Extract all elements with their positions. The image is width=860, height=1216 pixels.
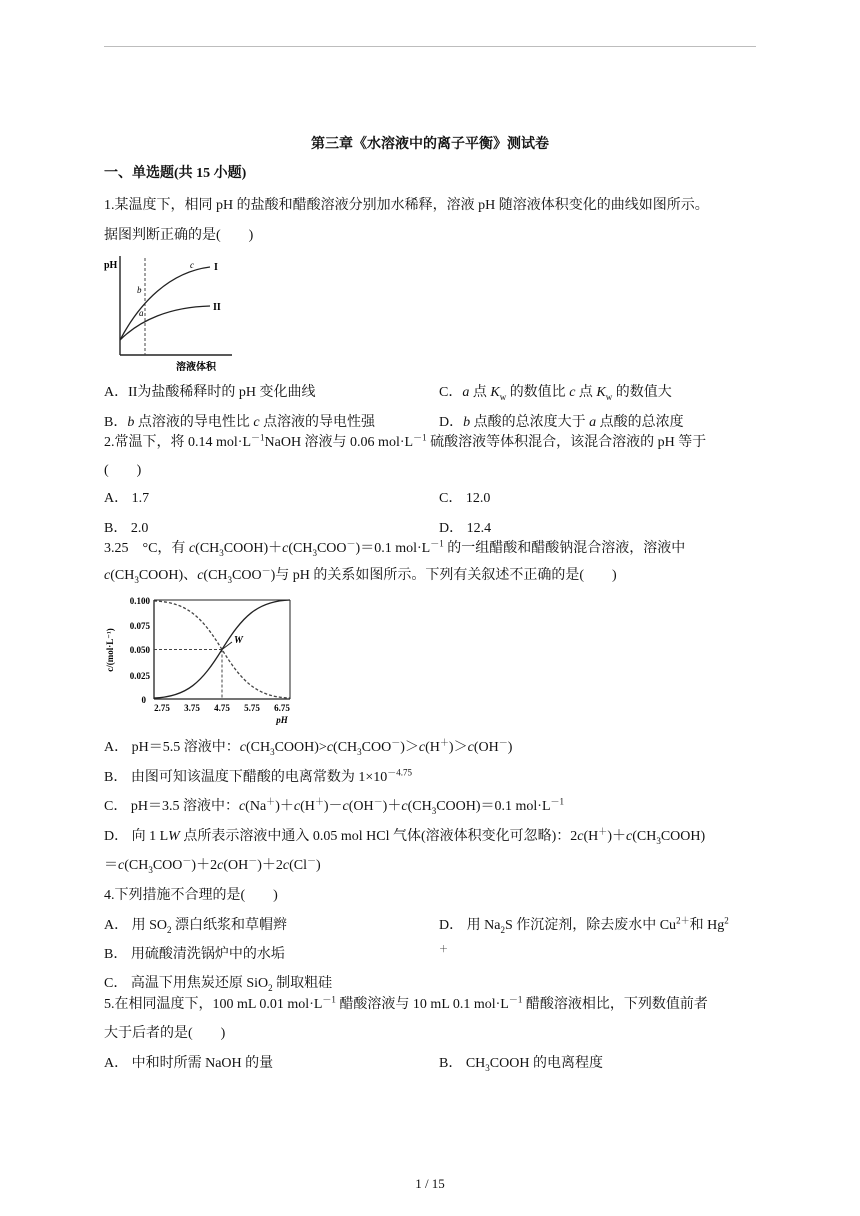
q2-option-a: A． 1.7 (104, 491, 150, 506)
q3-option-d-line1: D． 向 1 LW 点所表示溶液中通入 0.05 mol HCl 气体(溶液体积变化可忽略)：$2c(H^+)+c(CH_3COOH)$ (104, 826, 706, 846)
q1-point-c: c (190, 260, 194, 270)
q3-option-d-line2: $=c(CH_3COO^-)+2c(OH^-)+2c(Cl^-)$ (104, 855, 321, 875)
q2-option-b: B． 2.0 (104, 521, 149, 536)
q2-option-c: C． 12.0 (439, 491, 491, 506)
q4-option-c: C． 高温下用焦炭还原 SiO$_2$ 制取粗硅 (104, 976, 333, 993)
q3-xtick-3: 5.75 (244, 703, 260, 713)
q2-stem-line1: 2.常温下，将 0.14 $mol\cdot L^{-1}NaOH$ 溶液与 0.06 $mol\cdot L^{-1}$ 硫酸溶液等体积混合，该混合溶液的 pH 等于 (104, 432, 707, 450)
q3-ytick-1: 0.025 (129, 671, 150, 681)
q1-option-b: B．b 点溶液的导电性比 c 点溶液的导电性强 (104, 415, 376, 430)
q1-stem-line1: 1.某温度下，相同 pH 的盐酸和醋酸溶液分别加水稀释，溶液 pH 随溶液体积变化的曲线如图所示。 (104, 198, 709, 213)
q4-option-b: B． 用硫酸清洗锅炉中的水垢 (104, 947, 285, 962)
q4-option-a: A． 用 $SO_2$ 漂白纸浆和草帽辫 (104, 918, 288, 935)
q5-stem-line1: 5.在相同温度下，100 mL 0.01 $mol\cdot L^{-1}$ 醋酸溶液与 10 mL 0.1 $mol\cdot L^{-1}$ 醋酸溶液相比，下列数值前者 (104, 994, 708, 1012)
q3-figure (102, 592, 296, 726)
q3-stem-line2: $c(CH_3COOH)$、$c(CH_3COO^-)$与 pH 的关系如图所示。下列有关叙述不正确的是( ) (104, 565, 617, 585)
q3-ytick-3: 0.075 (129, 621, 150, 631)
q3-xtick-4: 6.75 (274, 703, 290, 713)
q3-xtick-1: 3.75 (184, 703, 200, 713)
q1-point-b: b (137, 285, 142, 295)
q4-stem: 4.下列措施不合理的是( ) (104, 888, 278, 903)
q1-option-c: C．a 点 $K_w$ 的数值比 c 点 $K_w$ 的数值大 (439, 385, 672, 402)
q3-ytick-0: 0 (141, 695, 146, 705)
q1-x-label: 溶液体积 (176, 362, 216, 373)
q3-point-w: W (234, 635, 243, 646)
q3-ytick-2: 0.050 (129, 645, 150, 655)
q3-option-b: B． 由图可知该温度下醋酸的电离常数为 $1\times 10^{-4.75}$ (104, 767, 412, 785)
page-number: 1 / 15 (415, 1176, 445, 1191)
q3-xtick-2: 4.75 (214, 703, 230, 713)
q1-curve-2-label: II (213, 302, 221, 313)
page-title: 第三章《水溶液中的离子平衡》测试卷 (311, 137, 549, 152)
q1-y-label: pH (104, 260, 118, 271)
q4-option-d-wrap: ＋ (439, 944, 449, 954)
q5-option-b: B． $CH_3COOH$ 的电离程度 (439, 1056, 603, 1073)
q2-option-d: D． 12.4 (439, 521, 492, 536)
q1-point-a: a (139, 308, 144, 318)
q5-option-a: A． 中和时所需 NaOH 的量 (104, 1056, 274, 1071)
q4-option-d: D． 用 $Na_2S$ 作沉淀剂，除去废水中 $Cu^{2+}$和 Hg$^2$ (439, 915, 729, 935)
q1-option-a: A．II为盐酸稀释时的 pH 变化曲线 (104, 385, 316, 400)
q3-ytick-4: 0.100 (129, 596, 150, 606)
q1-curve-1-label: I (214, 262, 218, 273)
q3-x-label: pH (276, 715, 288, 725)
q1-figure (100, 252, 234, 378)
q1-curve-2 (120, 306, 210, 340)
q1-option-d: D．b 点酸的总浓度大于 a 点酸的总浓度 (439, 415, 684, 430)
q1-stem-line2: 据图判断正确的是( ) (104, 228, 254, 243)
q3-y-label: c/(mol·L⁻¹) (105, 628, 115, 672)
q3-stem-line1: 3.25 °C，有 $c(CH_3COOH)+c(CH_3COO^-)=0.1$ $mol\cdot L^{-1}$ 的一组醋酸和醋酸钠混合溶液，溶液中 (104, 538, 686, 558)
section-heading: 一、单选题(共 15 小题) (104, 166, 247, 181)
q5-stem-line2: 大于后者的是( ) (104, 1026, 226, 1041)
q3-xtick-0: 2.75 (154, 703, 170, 713)
q3-option-a: A． pH＝5.5 溶液中：$c(CH_3COOH)>c(CH_3COO^-)>c(H^+)>c(OH^-)$ (104, 737, 513, 757)
q3-option-c: C． pH＝3.5 溶液中：$c(Na^+)+c(H^+)-c(OH^-)+c(CH_3COOH)=0.1$ $mol\cdot L^{-1}$ (104, 796, 565, 816)
q2-stem-line2: ( ) (104, 463, 142, 478)
header-rule (104, 46, 756, 47)
